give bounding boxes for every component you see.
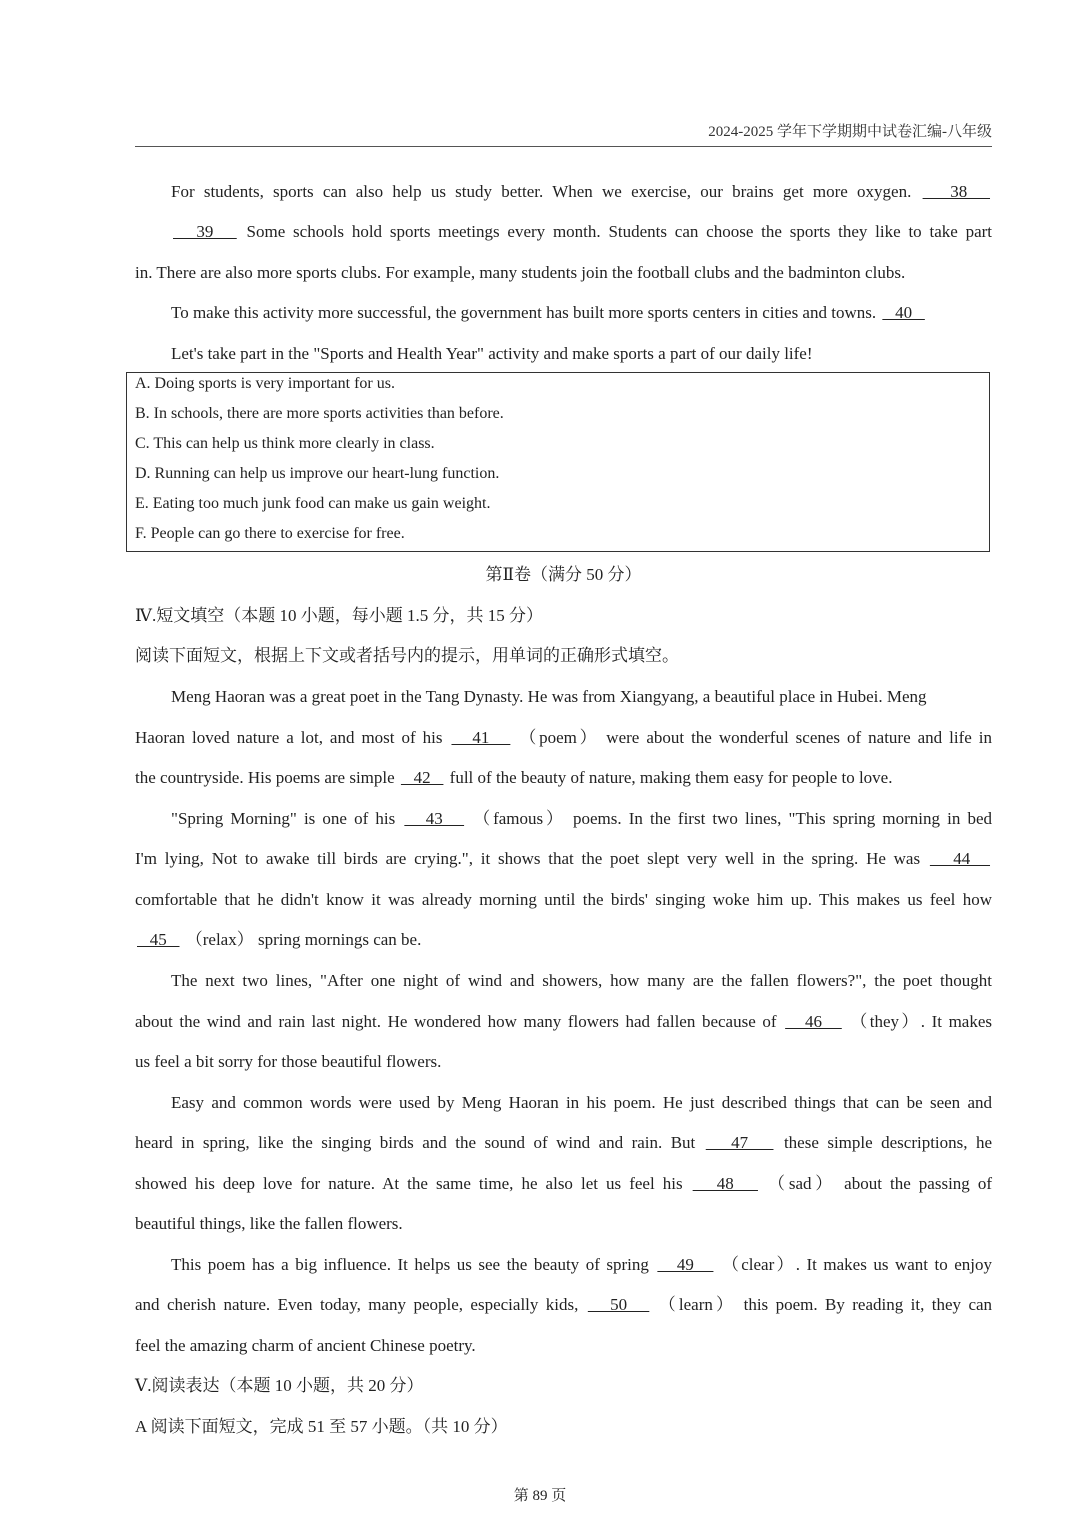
header-divider [135,146,992,147]
blank-48[interactable]: 48 [692,1174,758,1193]
blank-50[interactable]: 50 [587,1295,650,1314]
blank-49[interactable]: 49 [657,1255,714,1274]
blank-41[interactable]: 41 [451,728,511,747]
passage1-line-3: in. There are also more sports clubs. For example, many students join the football clubs and the badminton clubs. [135,263,906,282]
blank-38[interactable]: 38 [922,182,991,201]
passage1-line-1 [171,180,992,204]
text: and cherish nature. Even today, many people, especially kids, [135,1295,579,1314]
blank-47[interactable]: 47 [705,1133,774,1152]
p1-line-b [135,726,992,750]
p1-line-a: Meng Haoran was a great poet in the Tang Dynasty. He was from Xiangyang, a beautiful place in Hubei. Meng [171,687,927,706]
text: full of the beauty of nature, making them easy for people to love. [449,768,893,787]
part2-title: 第Ⅱ卷（满分 50 分） [485,565,642,584]
p4-line-d: beautiful things, like the fallen flowers. [135,1214,403,1233]
blank-44[interactable]: 44 [929,849,991,868]
text: these simple descriptions, he [783,1133,993,1152]
p3-line-c: us feel a bit sorry for those beautiful flowers. [135,1052,442,1071]
p2-line-d [135,928,992,952]
text: For students, sports can also help us study better. When we exercise, our brains get more oxygen. [171,182,912,201]
text: heard in spring, like the singing birds and the sound of wind and rain. But [135,1133,696,1152]
blank-42[interactable]: 42 [400,768,444,787]
option-a: A. Doing sports is very important for us. [135,375,395,392]
p2-line-a [171,807,992,831]
p3-line-b [135,1010,992,1034]
option-e: E. Eating too much junk food can make us gain weight. [135,495,491,512]
blank-45[interactable]: 45 [137,930,180,949]
passage1-line-5: Let's take part in the "Sports and Health Year" activity and make sports a part of our daily life! [171,344,813,363]
p1-line-c [135,766,992,790]
option-d: D. Running can help us improve our heart-lung function. [135,465,500,482]
p2-line-c: comfortable that he didn't know it was already morning until the birds' singing woke him up. This makes us feel how [135,890,992,909]
blank-43[interactable]: 43 [404,809,465,828]
text: （famous） poems. In the first two lines, "This spring morning in bed [473,809,993,828]
text: To make this activity more successful, the government has built more sports centers in cities and towns. [171,303,877,322]
page-number: 第 89 页 [513,1488,567,1504]
section4-title: Ⅳ.短文填空（本题 10 小题，每小题 1.5 分，共 15 分） [135,606,543,625]
text: I'm lying, Not to awake till birds are crying.", it shows that the poet slept very well in the spring. He was [135,849,921,868]
option-f: F. People can go there to exercise for free. [135,525,405,542]
option-c: C. This can help us think more clearly in class. [135,435,435,452]
blank-39[interactable]: 39 [173,222,237,241]
text: （poem） were about the wonderful scenes of nature and life in [519,728,993,747]
text: "Spring Morning" is one of his [171,809,396,828]
p4-line-b [135,1131,992,1155]
text: the countryside. His poems are simple [135,768,395,787]
text: This poem has a big influence. It helps us see the beauty of spring [171,1255,649,1274]
text: （sad） about the passing of [768,1174,993,1193]
section4-instruction: 阅读下面短文，根据上下文或者括号内的提示，用单词的正确形式填空。 [135,646,679,665]
text: Some schools hold sports meetings every month. Students can choose the sports they like to take part [246,222,993,241]
page-header: 2024-2025 学年下学期期中试卷汇编-八年级 [708,124,992,140]
p5-line-b [135,1293,992,1317]
text: （learn） this poem. By reading it, they can [658,1295,993,1314]
blank-40[interactable]: 40 [882,303,925,322]
p5-line-a [171,1253,992,1277]
p3-line-a: The next two lines, "After one night of wind and showers, how many are the fallen flowers?", the poet thought [171,971,992,990]
section5-title: Ⅴ.阅读表达（本题 10 小题，共 20 分） [135,1376,424,1395]
p5-line-c: feel the amazing charm of ancient Chinese poetry. [135,1336,476,1355]
text: Haoran loved nature a lot, and most of his [135,728,443,747]
text: about the wind and rain last night. He wondered how many flowers had fallen because of [135,1012,777,1031]
text: （relax） spring mornings can be. [185,930,422,949]
p4-line-c [135,1172,992,1196]
option-b: B. In schools, there are more sports activities than before. [135,405,504,422]
passage1-line-4 [171,301,992,325]
section5-sub: A 阅读下面短文，完成 51 至 57 小题。（共 10 分） [135,1417,508,1436]
text: （clear）. It makes us want to enjoy [721,1255,993,1274]
p2-line-b [135,847,992,871]
blank-46[interactable]: 46 [785,1012,842,1031]
text: showed his deep love for nature. At the same time, he also let us feel his [135,1174,683,1193]
text: （they）. It makes [850,1012,993,1031]
passage1-line-2 [171,220,992,244]
p4-line-a: Easy and common words were used by Meng Haoran in his poem. He just described things that can be seen and [171,1093,992,1112]
